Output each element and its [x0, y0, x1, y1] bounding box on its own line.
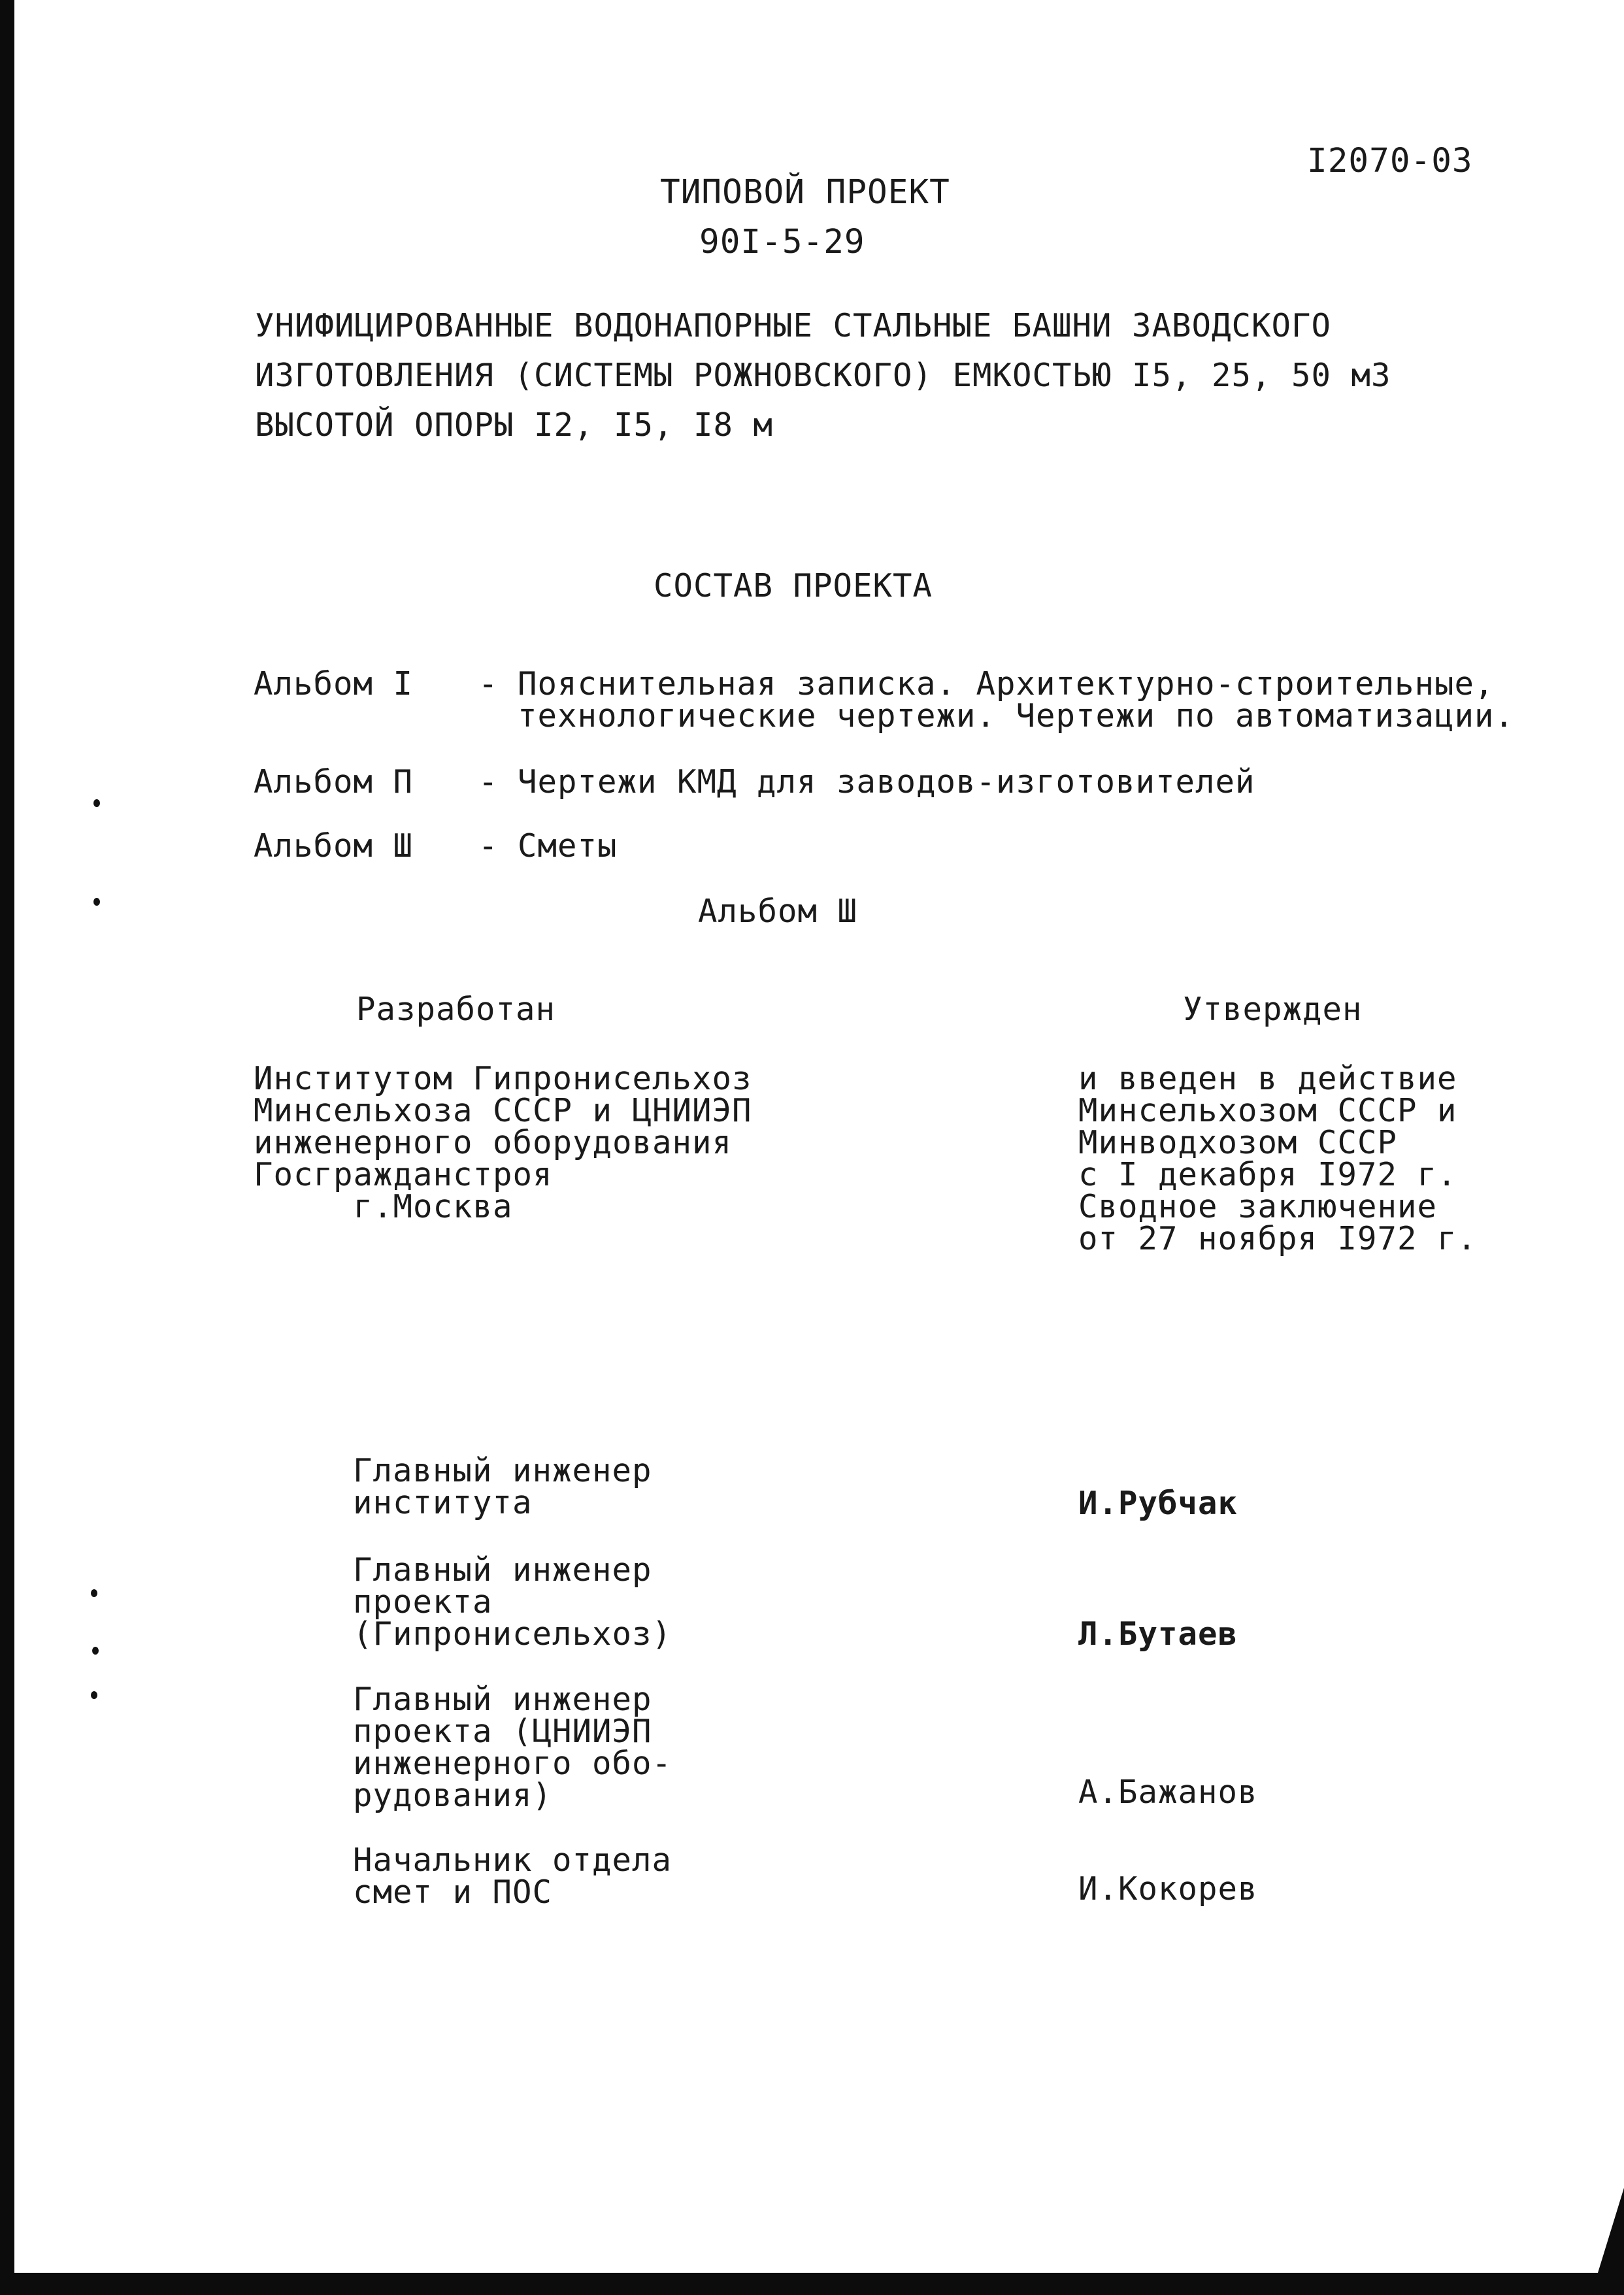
main-title-line-3: ВЫСОТОЙ ОПОРЫ I2, I5, I8 м	[255, 406, 774, 444]
developed-line: Госгражданстроя	[254, 1156, 553, 1193]
album-1-line-1: Пояснительная записка. Архитектурно-строительные,	[518, 665, 1495, 702]
developed-by	[254, 1060, 752, 1225]
signature-4-role	[353, 1841, 672, 1911]
scan-speck	[93, 799, 100, 807]
composition-heading: СОСТАВ ПРОЕКТА	[654, 567, 933, 604]
album-3-label: Альбом Ш	[254, 827, 414, 865]
developed-line: инженерного оборудования	[254, 1124, 733, 1161]
album-1-description	[518, 665, 1515, 735]
signature-role-line: Главный инженер	[353, 1452, 652, 1489]
signature-2-name: Л.Бутаев	[1078, 1615, 1238, 1653]
signature-2-role	[353, 1551, 672, 1653]
doc-type-title: ТИПОВОЙ ПРОЕКТ	[660, 173, 950, 212]
signature-role-line: (Гипронисельхоз)	[353, 1615, 672, 1653]
scan-speck	[93, 898, 100, 906]
album-3-description: Сметы	[518, 827, 618, 865]
signature-4-name: И.Кокорев	[1078, 1870, 1258, 1907]
signature-role-line: Главный инженер	[353, 1681, 652, 1718]
scan-speck	[91, 1691, 97, 1699]
developed-line: Институтом Гипронисельхоз	[254, 1060, 752, 1097]
project-number: 90I-5-29	[699, 223, 865, 261]
scan-speck	[91, 1589, 97, 1597]
approved-line: Минводхозом СССР	[1078, 1124, 1398, 1161]
signature-role-line: института	[353, 1484, 533, 1521]
doc-code: I2070-03	[1307, 142, 1473, 180]
approved-line: с I декабря I972 г.	[1078, 1156, 1457, 1193]
album-2-dash: -	[478, 763, 499, 801]
approved-heading: Утвержден	[1183, 991, 1363, 1028]
album-2-label: Альбом П	[254, 763, 414, 801]
approved-line: Сводное заключение	[1078, 1188, 1438, 1225]
signature-1-role	[353, 1452, 652, 1521]
signature-role-line: проекта (ЦНИИЭП	[353, 1713, 652, 1750]
approved-line: Минсельхозом СССР и	[1078, 1092, 1457, 1129]
signature-role-line: смет и ПОС	[353, 1874, 553, 1911]
signature-3-name: А.Бажанов	[1078, 1774, 1258, 1811]
album-2-description: Чертежи КМД для заводов-изготовителей	[518, 763, 1255, 801]
scan-corner-artifact	[1598, 2188, 1624, 2273]
signature-3-role	[353, 1681, 672, 1814]
signature-role-line: рудования)	[353, 1777, 553, 1814]
scan-border-bottom	[0, 2273, 1624, 2295]
signature-role-line: Начальник отдела	[353, 1841, 672, 1879]
signature-role-line: Главный инженер	[353, 1551, 652, 1589]
album-1-label: Альбом I	[254, 665, 414, 702]
signature-role-line: проекта	[353, 1583, 493, 1621]
main-title-line-1: УНИФИЦИРОВАННЫЕ ВОДОНАПОРНЫЕ СТАЛЬНЫЕ БАШНИ ЗАВОДСКОГО	[255, 307, 1332, 344]
developed-heading: Разработан	[356, 991, 556, 1028]
developed-line: г.Москва	[254, 1188, 513, 1225]
album-3-dash: -	[478, 827, 499, 865]
album-1-line-2: технологические чертежи. Чертежи по автоматизации.	[518, 697, 1515, 735]
approved-line: от 27 ноября I972 г.	[1078, 1220, 1478, 1257]
signature-1-name: И.Рубчак	[1078, 1485, 1238, 1522]
scan-border-left	[0, 0, 14, 2295]
signature-role-line: инженерного обо-	[353, 1745, 672, 1782]
approved-line: и введен в действие	[1078, 1060, 1457, 1097]
current-album: Альбом Ш	[698, 893, 858, 930]
scan-speck	[92, 1647, 99, 1655]
developed-line: Минсельхоза СССР и ЦНИИЭП	[254, 1092, 752, 1129]
album-1-dash: -	[478, 665, 499, 702]
main-title-line-2: ИЗГОТОВЛЕНИЯ (СИСТЕМЫ РОЖНОВСКОГО) ЕМКОСТЬЮ I5, 25, 50 м3	[255, 357, 1391, 394]
approved-by	[1078, 1060, 1478, 1257]
